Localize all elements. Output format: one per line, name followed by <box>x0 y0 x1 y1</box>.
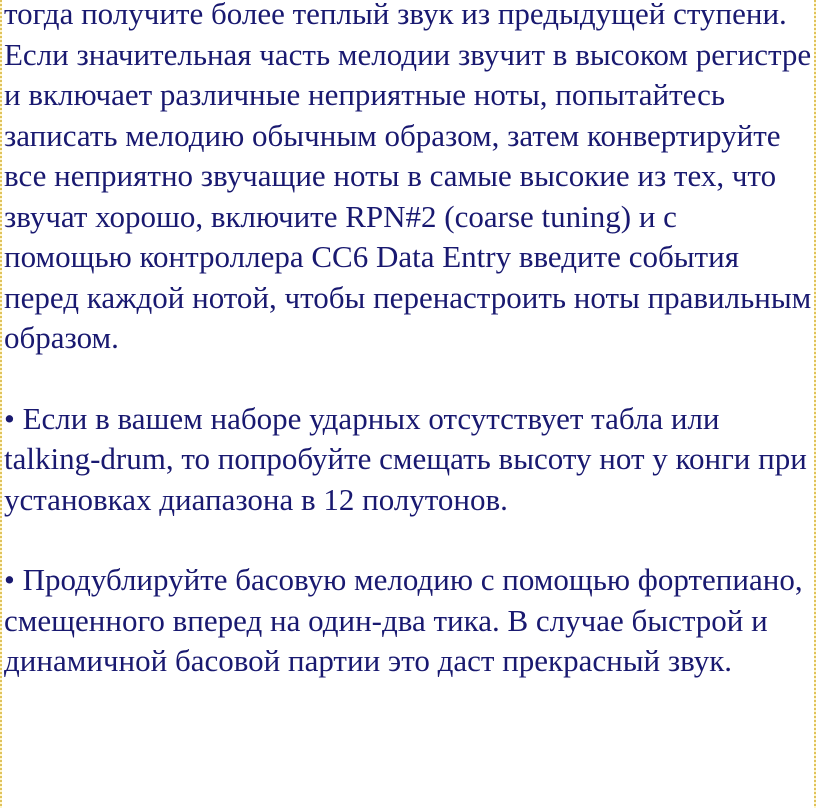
paragraph-tuning: тогда получите более теплый звук из предыдущей ступени. Если значительная часть мелодии звучит в высоком регистре и включает различные неприятные ноты, попытайтесь записать мелодию обычным образом, затем конвертируйте все неприятно звучащие ноты в самые высокие из тех, что звучат хорошо, включите RPN#2 (coarse tuning) и с помощью контроллера CC6 Data Entry введите события перед каждой нотой, чтобы перенастроить ноты правильным образом. <box>4 0 812 355</box>
paragraph-tabla: • Если в вашем наборе ударных отсутствует табла или talking-drum, то попробуйте смещать высоту нот у конги при установках диапазона в 12 полутонов. <box>4 400 807 517</box>
body-text <box>4 0 812 682</box>
left-edge-border <box>0 0 2 808</box>
paragraph-bass: • Продублируйте басовую мелодию с помощью фортепиано, смещенного вперед на один-два тика. В случае быстрой и динамичной басовой партии это даст прекрасный звук. <box>4 562 803 678</box>
